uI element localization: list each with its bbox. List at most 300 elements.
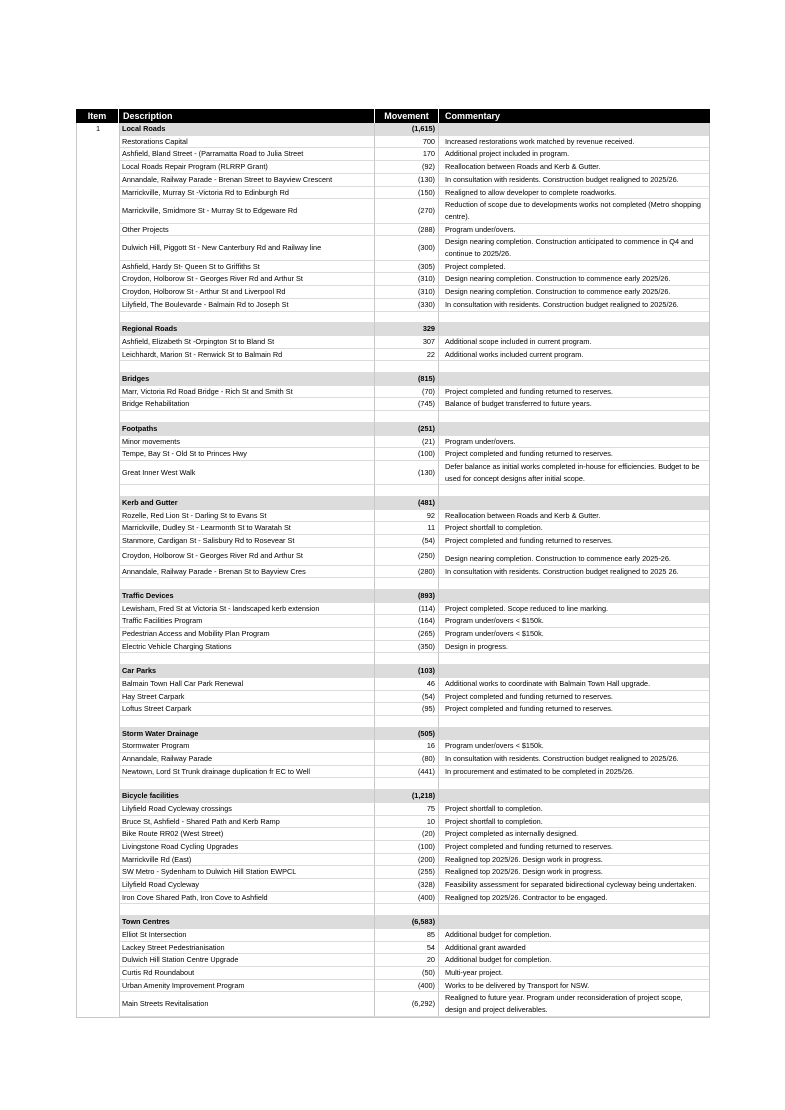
category-row	[77, 373, 709, 386]
table-row	[77, 461, 709, 485]
category-row	[77, 916, 709, 929]
description-cell: Dulwich Hill, Piggott St - New Canterbury Rd and Railway line	[119, 236, 375, 260]
description-cell: Marr, Victoria Rd Road Bridge - Rich St and Smith St	[119, 386, 375, 399]
commentary-cell: Project shortfall to completion.	[439, 816, 709, 829]
description-cell: Marrickville Rd (East)	[119, 854, 375, 867]
commentary-cell: Reallocation between Roads and Kerb & Gutter.	[439, 161, 709, 174]
movement-cell: (310)	[375, 273, 439, 286]
movement-cell: (1,615)	[375, 123, 439, 136]
table-body	[76, 123, 710, 1018]
item-number: 1	[95, 124, 101, 133]
movement-cell: 16	[375, 740, 439, 753]
description-cell: Croydon, Holborow St - Georges River Rd and Arthur St	[119, 548, 375, 566]
spacer-row	[77, 411, 709, 423]
description-cell: Annandale, Railway Parade	[119, 753, 375, 766]
table-row	[77, 199, 709, 223]
table-row	[77, 753, 709, 766]
table-row	[77, 261, 709, 274]
movement-cell: (21)	[375, 436, 439, 449]
movement-cell: (103)	[375, 665, 439, 678]
category-row	[77, 323, 709, 336]
description-cell: Regional Roads	[119, 323, 375, 336]
commentary-cell: Additional budget for completion.	[439, 929, 709, 942]
movement-cell: (255)	[375, 866, 439, 879]
item-number	[77, 336, 119, 349]
description-cell: Iron Cove Shared Path, Iron Cove to Ashfield	[119, 892, 375, 905]
movement-cell: (265)	[375, 628, 439, 641]
description-cell: Bike Route RR02 (West Street)	[119, 828, 375, 841]
description-cell: Traffic Facilities Program	[119, 615, 375, 628]
item-number	[77, 740, 119, 753]
description-cell: Local Roads	[119, 123, 375, 136]
table-row	[77, 187, 709, 200]
item-number	[77, 535, 119, 548]
description-cell: Minor movements	[119, 436, 375, 449]
item-number	[77, 448, 119, 461]
commentary-cell: Project completed. Scope reduced to line marking.	[439, 603, 709, 616]
commentary-cell: Realigned to future year. Program under reconsideration of project scope, design and project deliverables.	[439, 992, 709, 1016]
description-cell: Tempe, Bay St - Old St to Princes Hwy	[119, 448, 375, 461]
commentary-cell	[439, 423, 709, 436]
movement-cell: 46	[375, 678, 439, 691]
description-cell: Bridges	[119, 373, 375, 386]
description-cell: Marrickville, Murray St -Victoria Rd to Edinburgh Rd	[119, 187, 375, 200]
spacer-row	[77, 653, 709, 665]
description-cell: Car Parks	[119, 665, 375, 678]
description-cell: Loftus Street Carpark	[119, 703, 375, 716]
table-row	[77, 641, 709, 654]
description-cell: Bicycle facilities	[119, 790, 375, 803]
table-row	[77, 892, 709, 905]
description-cell: Livingstone Road Cycling Upgrades	[119, 841, 375, 854]
item-number	[77, 641, 119, 654]
commentary-cell: Design nearing completion. Construction anticipated to commence in Q4 and continue to 2025/26.	[439, 236, 709, 260]
commentary-cell	[439, 665, 709, 678]
description-cell: Ashfield, Elizabeth St -Orpington St to Bland St	[119, 336, 375, 349]
item-number	[77, 436, 119, 449]
table-row	[77, 967, 709, 980]
table-row	[77, 273, 709, 286]
movement-cell: (6,292)	[375, 992, 439, 1016]
commentary-cell	[439, 916, 709, 929]
movement-cell: (54)	[375, 535, 439, 548]
description-cell: Lilyfield Road Cycleway crossings	[119, 803, 375, 816]
description-cell: SW Metro - Sydenham to Dulwich Hill Station EWPCL	[119, 866, 375, 879]
commentary-cell: Project completed and funding returned to reserves.	[439, 448, 709, 461]
category-row	[77, 423, 709, 436]
commentary-cell: Program under/overs.	[439, 224, 709, 237]
commentary-cell: Realigned to allow developer to complete roadworks.	[439, 187, 709, 200]
table-row	[77, 510, 709, 523]
commentary-cell: Project completed and funding returned to reserves.	[439, 386, 709, 399]
item-number	[77, 753, 119, 766]
commentary-cell: Project shortfall to completion.	[439, 803, 709, 816]
movement-cell: (505)	[375, 728, 439, 741]
item-number	[77, 866, 119, 879]
table-row	[77, 866, 709, 879]
header-commentary: Commentary	[445, 111, 501, 121]
commentary-cell	[439, 590, 709, 603]
item-number	[77, 929, 119, 942]
description-cell: Storm Water Drainage	[119, 728, 375, 741]
table-row	[77, 841, 709, 854]
commentary-cell: Feasibility assessment for separated bidirectional cycleway being undertaken.	[439, 879, 709, 892]
table-row	[77, 161, 709, 174]
commentary-cell: Additional works to coordinate with Balmain Town Hall upgrade.	[439, 678, 709, 691]
table-row	[77, 436, 709, 449]
table-row	[77, 816, 709, 829]
item-number	[77, 224, 119, 237]
commentary-cell: In consultation with residents. Construction budget realigned to 2025/26.	[439, 174, 709, 187]
spacer-row	[77, 312, 709, 324]
commentary-cell: Program under/overs < $150k.	[439, 615, 709, 628]
description-cell: Town Centres	[119, 916, 375, 929]
table-row	[77, 615, 709, 628]
item-number	[77, 892, 119, 905]
movement-cell: (54)	[375, 691, 439, 704]
table-row	[77, 678, 709, 691]
item-number	[77, 691, 119, 704]
item-number	[77, 174, 119, 187]
commentary-cell: Reduction of scope due to developments works not completed (Metro shopping centre).	[439, 199, 709, 223]
description-cell: Kerb and Gutter	[119, 497, 375, 510]
commentary-cell: Project shortfall to completion.	[439, 522, 709, 535]
table-row	[77, 174, 709, 187]
table-row	[77, 136, 709, 149]
commentary-cell: Design nearing completion. Construction to commence early 2025-26.	[439, 548, 709, 566]
movement-cell: (305)	[375, 261, 439, 274]
description-cell: Hay Street Carpark	[119, 691, 375, 704]
description-cell: Ashfield, Bland Street - (Parramatta Road to Julia Street	[119, 148, 375, 161]
description-cell: Bridge Rehabilitation	[119, 398, 375, 411]
item-number	[77, 916, 119, 929]
header-movement: Movement	[375, 109, 439, 123]
description-cell: Annandale, Railway Parade - Brenan St to Bayview Cres	[119, 566, 375, 579]
spacer-row	[77, 578, 709, 590]
item-number	[77, 678, 119, 691]
description-cell: Stormwater Program	[119, 740, 375, 753]
item-number	[77, 497, 119, 510]
table-row	[77, 386, 709, 399]
movement-cell: (893)	[375, 590, 439, 603]
commentary-cell: Program under/overs < $150k.	[439, 740, 709, 753]
item-number	[77, 548, 119, 566]
item-number	[77, 703, 119, 716]
category-row	[77, 497, 709, 510]
item-number	[77, 510, 119, 523]
table-row	[77, 349, 709, 362]
header-description: Description	[119, 109, 375, 123]
commentary-cell: Design in progress.	[439, 641, 709, 654]
commentary-cell: Project completed as internally designed.	[439, 828, 709, 841]
description-cell: Pedestrian Access and Mobility Plan Program	[119, 628, 375, 641]
table-row	[77, 535, 709, 548]
movement-cell: (745)	[375, 398, 439, 411]
commentary-cell: Realigned top 2025/26. Contractor to be engaged.	[439, 892, 709, 905]
movement-cell: (20)	[375, 828, 439, 841]
item-number	[77, 603, 119, 616]
commentary-cell: In consultation with residents. Construction budget realigned to 2025 26.	[439, 566, 709, 579]
item-number	[77, 373, 119, 386]
movement-cell: (92)	[375, 161, 439, 174]
table-row	[77, 992, 709, 1016]
commentary-cell: Additional works included current program.	[439, 349, 709, 362]
commentary-cell: Project completed.	[439, 261, 709, 274]
item-number	[77, 286, 119, 299]
item-number	[77, 954, 119, 967]
table-row	[77, 691, 709, 704]
commentary-cell: Design nearing completion. Construction to commence early 2025/26.	[439, 273, 709, 286]
item-number	[77, 461, 119, 485]
movement-cell: 307	[375, 336, 439, 349]
category-row	[77, 790, 709, 803]
description-cell: Lackey Street Pedestrianisation	[119, 942, 375, 955]
movement-cell: (300)	[375, 236, 439, 260]
movement-cell: (114)	[375, 603, 439, 616]
commentary-cell: Defer balance as initial works completed in-house for efficiencies. Budget to be used for concept designs after initial scope.	[439, 461, 709, 485]
commentary-cell: Design nearing completion. Construction to commence early 2025/26.	[439, 286, 709, 299]
table-row	[77, 236, 709, 260]
item-number	[77, 161, 119, 174]
movement-cell: (270)	[375, 199, 439, 223]
movement-cell: (130)	[375, 461, 439, 485]
table-row	[77, 703, 709, 716]
table-row	[77, 828, 709, 841]
movement-cell: (100)	[375, 448, 439, 461]
movement-cell: (441)	[375, 766, 439, 779]
commentary-cell: Realigned top 2025/26. Design work in progress.	[439, 854, 709, 867]
table-row	[77, 603, 709, 616]
commentary-cell: In procurement and estimated to be completed in 2025/26.	[439, 766, 709, 779]
description-cell: Urban Amenity Improvement Program	[119, 980, 375, 993]
commentary-cell: Project completed and funding returned to reserves.	[439, 703, 709, 716]
commentary-cell: Additional scope included in current program.	[439, 336, 709, 349]
movement-cell: 75	[375, 803, 439, 816]
description-cell: Traffic Devices	[119, 590, 375, 603]
movement-cell: (280)	[375, 566, 439, 579]
table-header	[76, 109, 710, 123]
movement-cell: (481)	[375, 497, 439, 510]
table-row	[77, 522, 709, 535]
table-row	[77, 286, 709, 299]
category-row	[77, 590, 709, 603]
movement-cell: (6,583)	[375, 916, 439, 929]
table-row	[77, 942, 709, 955]
movement-cell: (100)	[375, 841, 439, 854]
table-row	[77, 954, 709, 967]
movement-cell: (310)	[375, 286, 439, 299]
item-number	[77, 349, 119, 362]
commentary-cell: Additional budget for completion.	[439, 954, 709, 967]
item-number	[77, 148, 119, 161]
table-row	[77, 740, 709, 753]
item-number	[77, 942, 119, 955]
commentary-cell	[439, 497, 709, 510]
description-cell: Balmain Town Hall Car Park Renewal	[119, 678, 375, 691]
header-item: Item	[76, 109, 119, 123]
item-number	[77, 728, 119, 741]
table-row	[77, 224, 709, 237]
item-number	[77, 323, 119, 336]
item-number	[77, 615, 119, 628]
commentary-cell: Additional grant awarded	[439, 942, 709, 955]
item-number	[77, 828, 119, 841]
movement-cell: (251)	[375, 423, 439, 436]
movement-cell: (328)	[375, 879, 439, 892]
table-row	[77, 854, 709, 867]
commentary-cell: Project completed and funding returned to reserves.	[439, 535, 709, 548]
commentary-cell: Realigned top 2025/26. Design work in progress.	[439, 866, 709, 879]
description-cell: Ashfield, Hardy St- Queen St to Griffiths St	[119, 261, 375, 274]
category-row	[77, 728, 709, 741]
commentary-cell: Project completed and funding returned to reserves.	[439, 691, 709, 704]
movement-cell: (95)	[375, 703, 439, 716]
commentary-cell: Program under/overs < $150k.	[439, 628, 709, 641]
movement-cell: (164)	[375, 615, 439, 628]
description-cell: Dulwich Hill Station Centre Upgrade	[119, 954, 375, 967]
spacer-row	[77, 716, 709, 728]
movement-cell: (70)	[375, 386, 439, 399]
commentary-cell: Reallocation between Roads and Kerb & Gutter.	[439, 510, 709, 523]
movement-cell: (50)	[375, 967, 439, 980]
item-number	[77, 398, 119, 411]
description-cell: Newtown, Lord St Trunk drainage duplication fr EC to Well	[119, 766, 375, 779]
movement-cell: 700	[375, 136, 439, 149]
item-number	[77, 803, 119, 816]
table-row	[77, 803, 709, 816]
commentary-cell: Project completed and funding returned to reserves.	[439, 841, 709, 854]
table-row	[77, 566, 709, 579]
table-row	[77, 980, 709, 993]
description-cell: Elliot St Intersection	[119, 929, 375, 942]
table-row	[77, 148, 709, 161]
movement-cell: 92	[375, 510, 439, 523]
movement-cell: 329	[375, 323, 439, 336]
movement-cell: (350)	[375, 641, 439, 654]
commentary-cell	[439, 373, 709, 386]
movement-cell: 85	[375, 929, 439, 942]
item-number	[77, 273, 119, 286]
movement-cell: (330)	[375, 299, 439, 312]
movement-cell: (250)	[375, 548, 439, 566]
description-cell: Local Roads Repair Program (RLRRP Grant)	[119, 161, 375, 174]
category-row	[77, 665, 709, 678]
item-number	[77, 522, 119, 535]
commentary-cell: Works to be delivered by Transport for NSW.	[439, 980, 709, 993]
commentary-cell	[439, 323, 709, 336]
commentary-cell: Increased restorations work matched by revenue received.	[439, 136, 709, 149]
description-cell: Rozelle, Red Lion St - Darling St to Evans St	[119, 510, 375, 523]
item-number	[77, 261, 119, 274]
category-row	[77, 123, 709, 136]
movement-cell: (80)	[375, 753, 439, 766]
item-number	[77, 299, 119, 312]
item-number	[77, 136, 119, 149]
commentary-cell: Multi-year project.	[439, 967, 709, 980]
movement-cell: (150)	[375, 187, 439, 200]
item-number	[77, 628, 119, 641]
spacer-row	[77, 485, 709, 497]
table-row	[77, 628, 709, 641]
item-number	[77, 879, 119, 892]
description-cell: Main Streets Revitalisation	[119, 992, 375, 1016]
item-number	[77, 790, 119, 803]
description-cell: Croydon, Holborow St - Arthur St and Liverpool Rd	[119, 286, 375, 299]
table-row	[77, 929, 709, 942]
movement-cell: 22	[375, 349, 439, 362]
table-row	[77, 548, 709, 566]
commentary-cell	[439, 790, 709, 803]
movement-cell: (288)	[375, 224, 439, 237]
movement-cell: 10	[375, 816, 439, 829]
item-number	[77, 665, 119, 678]
item-number	[77, 841, 119, 854]
item-number	[77, 816, 119, 829]
table-row	[77, 448, 709, 461]
item-number	[77, 992, 119, 1016]
description-cell: Marrickville, Dudley St - Learmonth St to Waratah St	[119, 522, 375, 535]
movement-cell: 54	[375, 942, 439, 955]
item-number	[77, 854, 119, 867]
description-cell: Bruce St, Ashfield - Shared Path and Kerb Ramp	[119, 816, 375, 829]
table-row	[77, 336, 709, 349]
description-cell: Lilyfield, The Boulevarde - Balmain Rd to Joseph St	[119, 299, 375, 312]
commentary-cell: Program under/overs.	[439, 436, 709, 449]
movement-cell: (1,218)	[375, 790, 439, 803]
spacer-row	[77, 361, 709, 373]
commentary-cell: In consultation with residents. Construction budget realigned to 2025/26.	[439, 299, 709, 312]
table-row	[77, 398, 709, 411]
description-cell: Lewisham, Fred St at Victoria St - landscaped kerb extension	[119, 603, 375, 616]
movement-cell: (815)	[375, 373, 439, 386]
description-cell: Restorations Capital	[119, 136, 375, 149]
item-number	[77, 590, 119, 603]
capital-works-table	[76, 109, 710, 1018]
description-cell: Electric Vehicle Charging Stations	[119, 641, 375, 654]
item-number	[77, 967, 119, 980]
movement-cell: (130)	[375, 174, 439, 187]
movement-cell: 11	[375, 522, 439, 535]
description-cell: Marrickville, Smidmore St - Murray St to Edgeware Rd	[119, 199, 375, 223]
spacer-row	[77, 904, 709, 916]
movement-cell: (200)	[375, 854, 439, 867]
commentary-cell	[439, 123, 709, 136]
commentary-cell: In consultation with residents. Construction budget realigned to 2025/26.	[439, 753, 709, 766]
item-number	[77, 236, 119, 260]
item-number	[77, 766, 119, 779]
item-number	[77, 566, 119, 579]
description-cell: Croydon, Holborow St - Georges River Rd and Arthur St	[119, 273, 375, 286]
description-cell: Stanmore, Cardigan St - Salisbury Rd to Rosevear St	[119, 535, 375, 548]
description-cell: Annandale, Railway Parade - Brenan Street to Bayview Crescent	[119, 174, 375, 187]
description-cell: Other Projects	[119, 224, 375, 237]
commentary-cell	[439, 728, 709, 741]
movement-cell: (400)	[375, 892, 439, 905]
description-cell: Great Inner West Walk	[119, 461, 375, 485]
movement-cell: 170	[375, 148, 439, 161]
description-cell: Lilyfield Road Cycleway	[119, 879, 375, 892]
commentary-cell: Additional project included in program.	[439, 148, 709, 161]
spacer-row	[77, 778, 709, 790]
description-cell: Footpaths	[119, 423, 375, 436]
table-row	[77, 879, 709, 892]
item-number	[77, 187, 119, 200]
description-cell: Leichhardt, Marion St - Renwick St to Balmain Rd	[119, 349, 375, 362]
table-row	[77, 299, 709, 312]
movement-cell: (400)	[375, 980, 439, 993]
item-number	[77, 199, 119, 223]
movement-cell: 20	[375, 954, 439, 967]
